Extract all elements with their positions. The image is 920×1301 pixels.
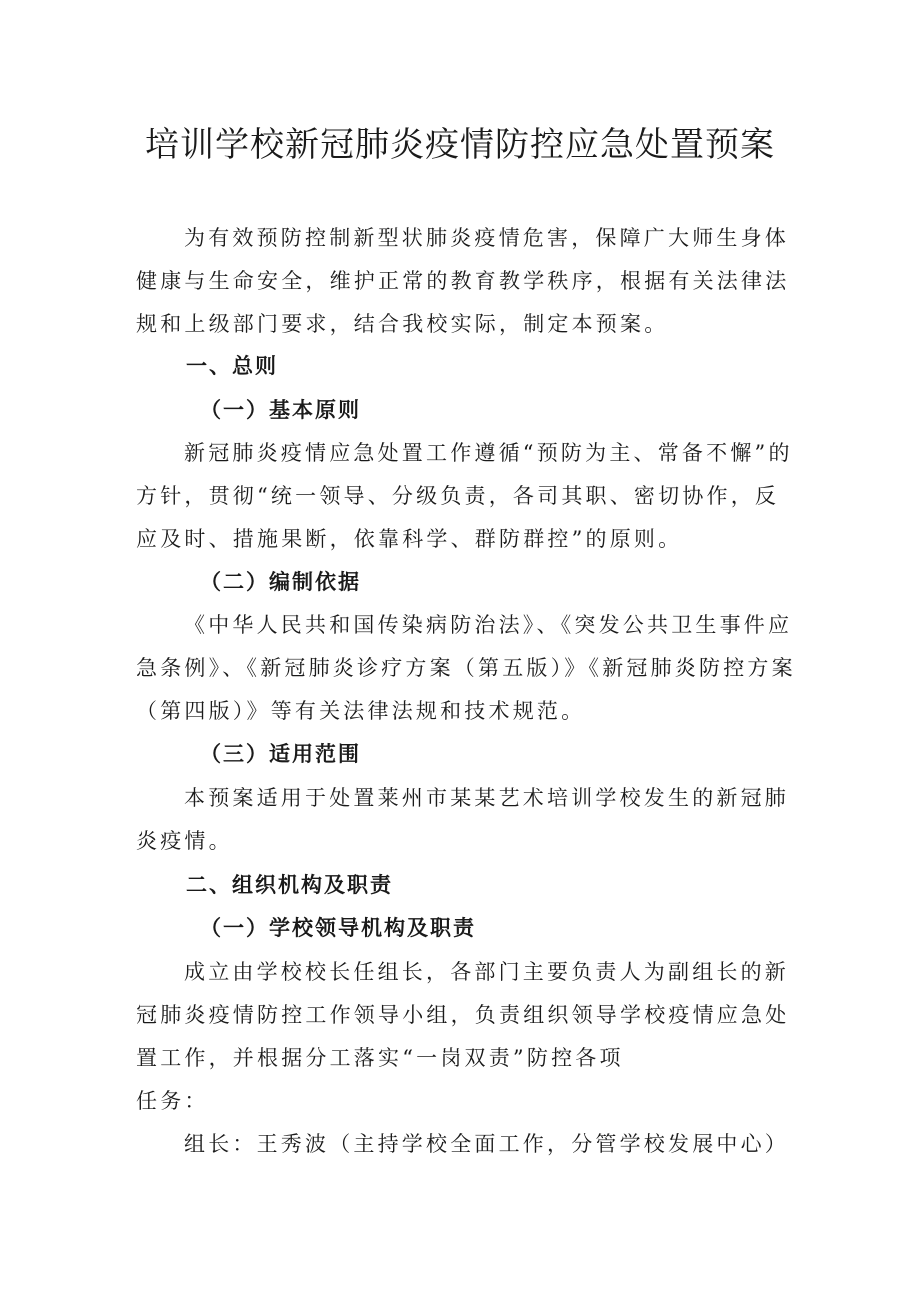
principles-paragraph: 新冠肺炎疫情应急处置工作遵循“预防为主、常备不懈”的方针，贯彻“统一领导、分级负责，各司其职、密切协作，反应及时、措施果断，依靠科学、群防群控”的原则。 (136, 441, 793, 551)
basis-paragraph: 《中华人民共和国传染病防治法》、《突发公共卫生事件应急条例》、《新冠肺炎诊疗方案（第五版）》《新冠肺炎防控方案（第四版）》等有关法律法规和技术规范。 (136, 613, 796, 723)
leadership-paragraph-tail: 任务： (136, 1089, 209, 1113)
section-heading-organization: 二、组织机构及职责 (186, 873, 393, 897)
subsection-heading-basis: （二）编制依据 (200, 570, 361, 594)
intro-paragraph: 为有效预防控制新型状肺炎疫情危害，保障广大师生身体健康与生命安全，维护正常的教育教学秩序，根据有关法律法规和上级部门要求，结合我校实际，制定本预案。 (136, 226, 790, 336)
leader-line: 组长：王秀波（主持学校全面工作，分管学校发展中心） (184, 1132, 789, 1156)
leadership-paragraph: 成立由学校校长任组长，各部门主要负责人为副组长的新冠肺炎疫情防控工作领导小组，负责组织领导学校疫情应急处置工作，并根据分工落实“一岗双责”防控各项 (136, 960, 790, 1070)
document-title: 培训学校新冠肺炎疫情防控应急处置预案 (145, 125, 775, 165)
subsection-heading-scope: （三）适用范围 (200, 742, 361, 766)
subsection-heading-leadership: （一）学校领导机构及职责 (200, 916, 476, 940)
subsection-heading-principles: （一）基本原则 (200, 398, 361, 422)
scope-paragraph: 本预案适用于处置莱州市某某艺术培训学校发生的新冠肺炎疫情。 (136, 786, 789, 853)
section-heading-general: 一、总则 (186, 354, 278, 378)
